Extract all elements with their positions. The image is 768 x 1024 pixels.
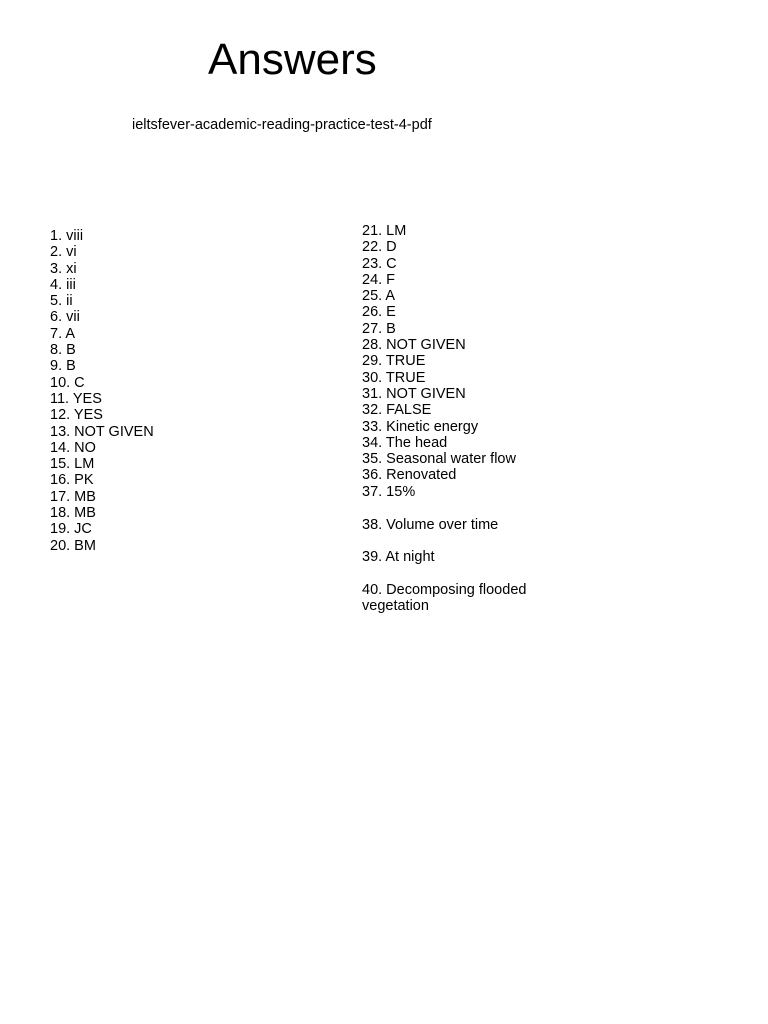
- answer-item: 37. 15%: [362, 483, 416, 500]
- answer-item: 22. D: [362, 239, 397, 256]
- answer-item: 27. B: [362, 320, 396, 337]
- answer-item: 14. NO: [50, 439, 96, 456]
- answer-item: 20. BM: [50, 537, 96, 554]
- answer-item: 18. MB: [50, 505, 96, 522]
- answer-item: 31. NOT GIVEN: [362, 385, 466, 402]
- answer-item: 35. Seasonal water flow: [362, 451, 516, 468]
- answer-item: 9. B: [50, 358, 76, 375]
- answer-item: 32. FALSE: [362, 402, 432, 419]
- answer-item: 4. iii: [50, 276, 76, 293]
- answer-item: 30. TRUE: [362, 369, 426, 386]
- answer-item: 3. xi: [50, 260, 77, 277]
- page-title: Answers: [208, 35, 377, 84]
- answer-item: 16. PK: [50, 472, 94, 489]
- answer-item: 25. A: [362, 288, 396, 305]
- answer-item: 2. vi: [50, 244, 77, 261]
- answer-item: 15. LM: [50, 456, 95, 473]
- answer-item: 11. YES: [50, 390, 102, 407]
- answer-item: 28. NOT GIVEN: [362, 337, 466, 354]
- answer-item: 8. B: [50, 342, 76, 359]
- document-subtitle: ieltsfever-academic-reading-practice-test-4-pdf: [132, 117, 432, 133]
- answer-item: 24. F: [362, 271, 396, 288]
- answer-item: 21. LM: [362, 223, 407, 239]
- answer-item: 29. TRUE: [362, 353, 426, 370]
- answer-item: 26. E: [362, 304, 396, 321]
- answer-item: 36. Renovated: [362, 467, 457, 484]
- answer-item: 1. viii: [50, 228, 84, 244]
- answer-item: 7. A: [50, 325, 75, 342]
- answer-item: 10. C: [50, 374, 85, 391]
- answer-item: 6. vii: [50, 309, 80, 326]
- answer-item: 19. JC: [50, 521, 92, 538]
- answer-item: 5. ii: [50, 293, 73, 310]
- answer-item: 23. C: [362, 255, 397, 272]
- answer-item: 38. Volume over time: [362, 516, 499, 533]
- answers-right-column: [362, 223, 552, 615]
- answer-item: 40. Decomposing flooded vegetation: [362, 582, 527, 615]
- answer-item: 12. YES: [50, 407, 103, 424]
- answer-item: 34. The head: [362, 434, 448, 451]
- answer-item: 13. NOT GIVEN: [50, 423, 154, 440]
- answer-item: 33. Kinetic energy: [362, 418, 479, 435]
- answers-left-column: [50, 228, 154, 554]
- answer-item: 39. At night: [362, 549, 435, 566]
- answer-item: 17. MB: [50, 488, 96, 505]
